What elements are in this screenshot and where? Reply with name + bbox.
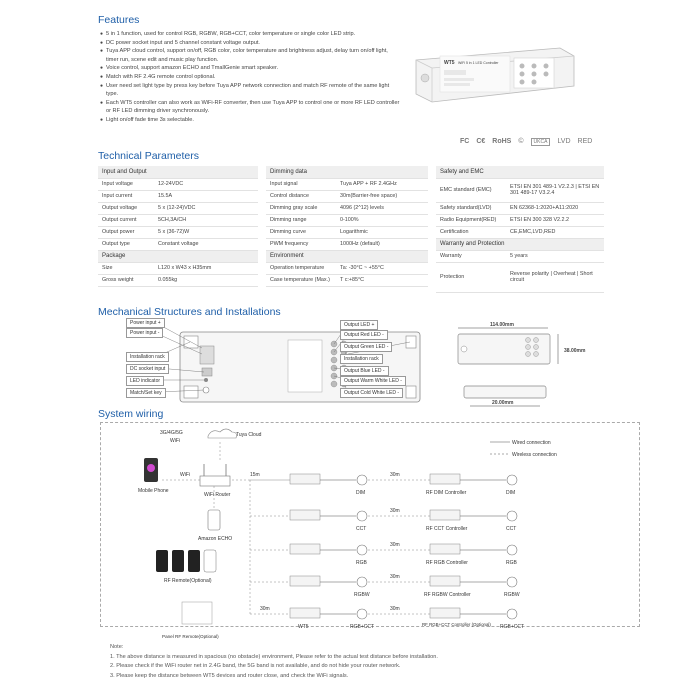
note-item: 3. Please keep the distance between WT5 devices and router close, and check the WiFi signals. — [110, 672, 349, 679]
wiring-row — [250, 542, 518, 566]
svg-text:30m: 30m — [390, 542, 400, 548]
table-row: Case temperature (Max.) T c:+85°C — [266, 274, 428, 286]
feature-item: ● Match with RF 2.4G remote control optional. — [100, 73, 400, 82]
feature-item: ● DC power socket input and 5 channel constant voltage output. — [100, 39, 400, 48]
technical-heading: Technical Parameters — [98, 150, 199, 162]
wifi-router-icon — [200, 476, 230, 486]
table-row: Certification CE,EMC,LVD,RED — [436, 226, 604, 238]
wiring-row — [250, 508, 517, 532]
mech-label: Output Warm White LED - — [340, 376, 406, 386]
mech-label: Installation rack — [126, 352, 169, 362]
svg-text:RGBW: RGBW — [504, 592, 520, 598]
svg-text:RF RGB Controller: RF RGB Controller — [426, 560, 468, 566]
table-header: Package — [98, 250, 258, 262]
device-model-label: WT5 — [444, 60, 455, 66]
features-heading: Features — [98, 14, 140, 26]
rohs-mark: RoHS — [492, 138, 512, 145]
feature-item: ● Voice control, support amazon ECHO and TmallGenie smart speaker. — [100, 64, 400, 73]
table-row: PWM frequency 1000Hz (default) — [266, 238, 428, 250]
table-row: Safety standard(LVD) EN 62368-1:2020+A11:2020 — [436, 202, 604, 214]
spec-table-dimming — [266, 166, 428, 287]
mechanical-heading: Mechanical Structures and Installations — [98, 306, 281, 318]
table-row: EMC standard (EMC) ETSI EN 301 489-1 V2.2.3 | ETSI EN 301 489-17 V3.2.4 — [436, 178, 604, 202]
panel-remote-label: Panel RF Remote(Optional) — [162, 634, 219, 639]
network-label: 3G/4G/5G — [160, 430, 183, 436]
ce-mark: C€ — [476, 138, 486, 145]
mech-label: Power input - — [126, 328, 163, 338]
table-row: Output type Constant voltage — [98, 238, 258, 250]
mech-label: Output Cold White LED - — [340, 388, 403, 398]
mech-label: Installation rack — [340, 354, 383, 364]
tuya-cloud-label: Tuya Cloud — [236, 432, 262, 438]
svg-text:30m: 30m — [260, 606, 270, 612]
notes — [110, 643, 438, 681]
mech-label: Output Green LED - — [340, 342, 392, 352]
light-bulb-icon — [357, 475, 367, 485]
svg-text:RGB+CCT: RGB+CCT — [500, 624, 525, 630]
panel-remote-icon — [182, 602, 212, 624]
mech-label: LED indicator — [126, 376, 164, 386]
table-row: Protection Reverse polarity | Overheat | Short circuit — [436, 262, 604, 292]
svg-text:RF DIM Controller: RF DIM Controller — [426, 490, 467, 496]
table-row: Operation temperature Ta: -30°C ~ +55°C — [266, 262, 428, 274]
router-distance: 15m — [250, 472, 260, 478]
svg-text:RF CCT Controller: RF CCT Controller — [426, 526, 468, 532]
svg-text:RGBW: RGBW — [354, 592, 370, 598]
svg-text:DIM: DIM — [356, 490, 366, 496]
svg-text:30m: 30m — [390, 508, 400, 514]
features-list — [100, 30, 400, 125]
rf-remote-label: RF Remote(Optional) — [164, 578, 212, 584]
mech-label: Match/Set key — [126, 388, 166, 398]
amazon-echo-icon — [208, 510, 220, 530]
table-row: Input signal Tuya APP + RF 2.4GHz — [266, 178, 428, 190]
rf-remote-icon — [156, 550, 168, 572]
table-row: Output current 5CH,3A/CH — [98, 214, 258, 226]
table-row: Warranty 5 years — [436, 250, 604, 262]
table-row: Dimming range 0-100% — [266, 214, 428, 226]
table-header: Warranty and Protection — [436, 238, 604, 250]
svg-text:RF RGB+CCT Controller (Optiona: RF RGB+CCT Controller (Optional) — [422, 622, 491, 627]
legend-wired: Wired connection — [512, 440, 551, 446]
table-row: Dimming gray scale 4096 (2^12) levels — [266, 202, 428, 214]
wiring-diagram — [100, 422, 640, 639]
red-mark: RED — [577, 138, 593, 145]
ukca-mark: UKCA — [531, 138, 551, 146]
mech-label: Output Red LED - — [340, 330, 388, 340]
mobile-phone-label: Mobile Phone — [138, 488, 169, 494]
spec-table-io — [98, 166, 258, 287]
table-row: Input current 15.5A — [98, 190, 258, 202]
feature-item: ● Each WT5 controller can also work as WiFi-RF converter, then use Tuya APP to control one or more RF LED controller or RF LED dimming driver synchronously. — [100, 99, 400, 116]
legend-wireless: Wireless connection — [512, 452, 557, 458]
table-row: Control distance 30m(Barrier-free space) — [266, 190, 428, 202]
svg-text:DIM: DIM — [506, 490, 516, 496]
table-header: Safety and EMC — [436, 166, 604, 178]
dimension-drawing — [440, 320, 640, 410]
note-item: 1. The above distance is measured in spacious (no obstacle) environment, Please refer to the actual test distance before installation. — [110, 653, 438, 660]
note-item: 2. Please check if the WiFi router net in 2.4G band, the 5G band is not available, and do not hide your router network. — [110, 663, 401, 669]
table-row: Size L120 x W43 x H35mm — [98, 262, 258, 274]
feature-item: ● 5 in 1 function, used for control RGB, RGBW, RGB+CCT, color temperature or single color LED strip. — [100, 30, 400, 39]
controller-product-image — [410, 42, 578, 108]
svg-text:30m: 30m — [390, 606, 400, 612]
table-row: Output power 5 x (36-72)W — [98, 226, 258, 238]
svg-text:WT5: WT5 — [298, 624, 309, 630]
spec-table-safety — [436, 166, 604, 293]
svg-text:CCT: CCT — [356, 526, 367, 532]
wifi-router-label: WiFi Router — [204, 492, 231, 498]
feature-item: ● Light on/off fade time 3s selectable. — [100, 116, 400, 125]
wiring-row — [250, 606, 524, 630]
height-dimension: 20.00mm — [492, 400, 514, 406]
width-dimension: 38.00mm — [564, 348, 586, 354]
wiring-row — [250, 574, 520, 598]
feature-item: ● User need set light type by press key before Tuya APP network connection and match RF remote of the same light type. — [100, 82, 400, 99]
ipx-mark: © — [518, 138, 524, 145]
table-row: Output voltage 5 x (12-24)VDC — [98, 202, 258, 214]
mech-label: DC socket input — [126, 364, 169, 374]
svg-text:RGB: RGB — [356, 560, 367, 566]
mech-label: Output Blue LED - — [340, 366, 389, 376]
svg-text:30m: 30m — [390, 574, 400, 580]
table-header: Environment — [266, 250, 428, 262]
svg-text:RF RGBW Controller: RF RGBW Controller — [424, 592, 471, 598]
amazon-echo-label: Amazon ECHO — [198, 536, 233, 542]
certification-marks — [460, 138, 592, 146]
wiring-row — [250, 472, 517, 496]
wiring-heading: System wiring — [98, 408, 164, 420]
table-row: Radio Equipment(RED) ETSI EN 300 328 V2.2.2 — [436, 214, 604, 226]
svg-text:CCT: CCT — [506, 526, 517, 532]
svg-text:RGB: RGB — [506, 560, 517, 566]
wifi-link-label: WiFi — [180, 472, 190, 478]
wifi-label: WiFi — [170, 438, 180, 444]
feature-item: ● Tuya APP cloud control, support on/off, RGB color, color temperature and brightness adjust, delay turn on/off light, timer run, scene edit and music play function. — [100, 47, 400, 64]
table-row: Input voltage 12-24VDC — [98, 178, 258, 190]
cloud-icon — [208, 429, 237, 438]
svg-text:RGB+CCT: RGB+CCT — [350, 624, 375, 630]
device-subtitle-label: WiFi 5 in 1 LED Controller — [458, 61, 499, 65]
lvd-mark: LVD — [557, 138, 571, 145]
table-row: Dimming curve Logarithmic — [266, 226, 428, 238]
mech-label: Power input + — [126, 318, 165, 328]
fcc-mark: FC — [460, 138, 470, 145]
table-header: Dimming data — [266, 166, 428, 178]
table-row: Gross weight 0.055kg — [98, 274, 258, 286]
mech-label: Output LED + — [340, 320, 378, 330]
table-header: Input and Output — [98, 166, 258, 178]
svg-text:30m: 30m — [390, 472, 400, 478]
length-dimension: 114.00mm — [490, 322, 514, 328]
note-title: Note: — [110, 644, 124, 650]
